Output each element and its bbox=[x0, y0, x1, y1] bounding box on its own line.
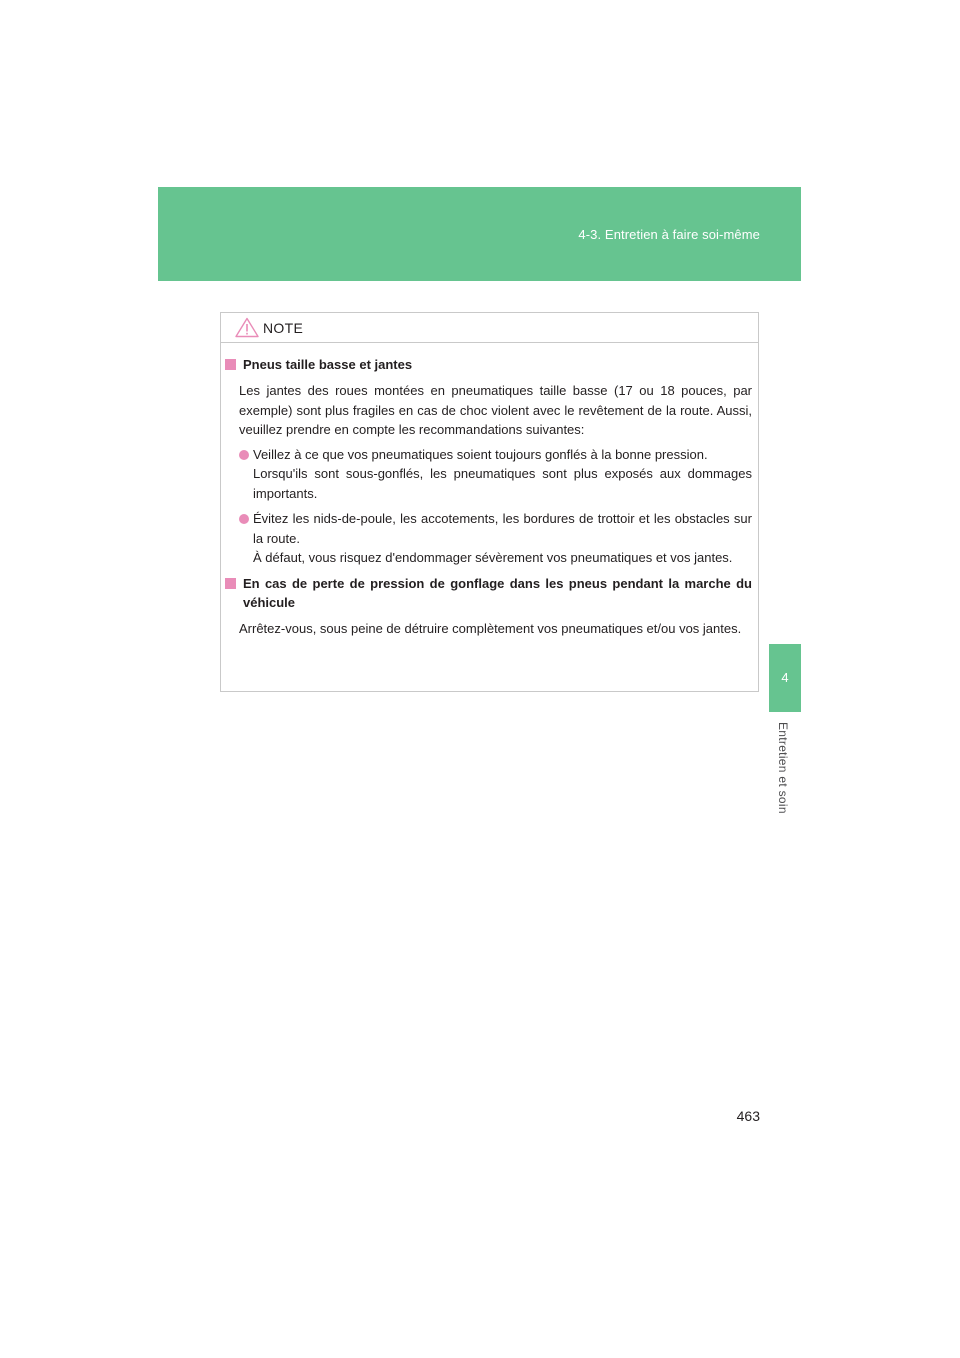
note-box bbox=[220, 312, 759, 692]
list-item bbox=[239, 445, 752, 504]
bullet-line: Lorsqu'ils sont sous-gonflés, les pneumatiques sont plus exposés aux dommages importants. bbox=[253, 466, 752, 501]
chapter-header-title: 4-3. Entretien à faire soi-même bbox=[578, 227, 760, 242]
round-bullet-icon bbox=[239, 450, 249, 460]
section-title bbox=[225, 355, 758, 374]
bullet-line: Évitez les nids-de-poule, les accotements, les bordures de trottoir et les obstacles sur la route. bbox=[253, 511, 752, 546]
note-section-low-profile bbox=[221, 355, 758, 568]
round-bullet-icon bbox=[239, 514, 249, 524]
square-bullet-icon bbox=[225, 578, 236, 589]
note-title: NOTE bbox=[263, 320, 304, 336]
chapter-side-label: Entretien et soin bbox=[776, 722, 790, 814]
chapter-tab-number: 4 bbox=[781, 670, 789, 685]
note-header bbox=[221, 313, 758, 343]
section-body: Arrêtez-vous, sous peine de détruire complètement vos pneumatiques et/ou vos jantes. bbox=[239, 620, 742, 636]
bullet-line: À défaut, vous risquez d'endommager sévèrement vos pneumatiques et vos jantes. bbox=[253, 550, 733, 565]
section-title-text: Pneus taille basse et jantes bbox=[243, 357, 413, 372]
bullet-list bbox=[239, 445, 752, 568]
bullet-line: Veillez à ce que vos pneumatiques soient toujours gonflés à la bonne pression. bbox=[253, 446, 708, 462]
list-item bbox=[239, 509, 752, 568]
section-title-text: En cas de perte de pression de gonflage dans les pneus pendant la marche du véhicule bbox=[243, 575, 752, 610]
square-bullet-icon bbox=[225, 359, 236, 370]
warning-triangle-icon bbox=[235, 317, 259, 338]
chapter-side-tab bbox=[769, 644, 801, 712]
section-body: Les jantes des roues montées en pneumatiques taille basse (17 ou 18 pouces, par exemple) sont plus fragiles en cas de choc violent avec le revêtement de la route. Aussi, veuillez prendre en compte les recommandations suivantes: bbox=[239, 383, 752, 437]
note-section-pressure-loss bbox=[221, 574, 758, 639]
chapter-header-band bbox=[158, 187, 801, 281]
page-number: 463 bbox=[736, 1108, 760, 1124]
section-title bbox=[225, 574, 758, 612]
